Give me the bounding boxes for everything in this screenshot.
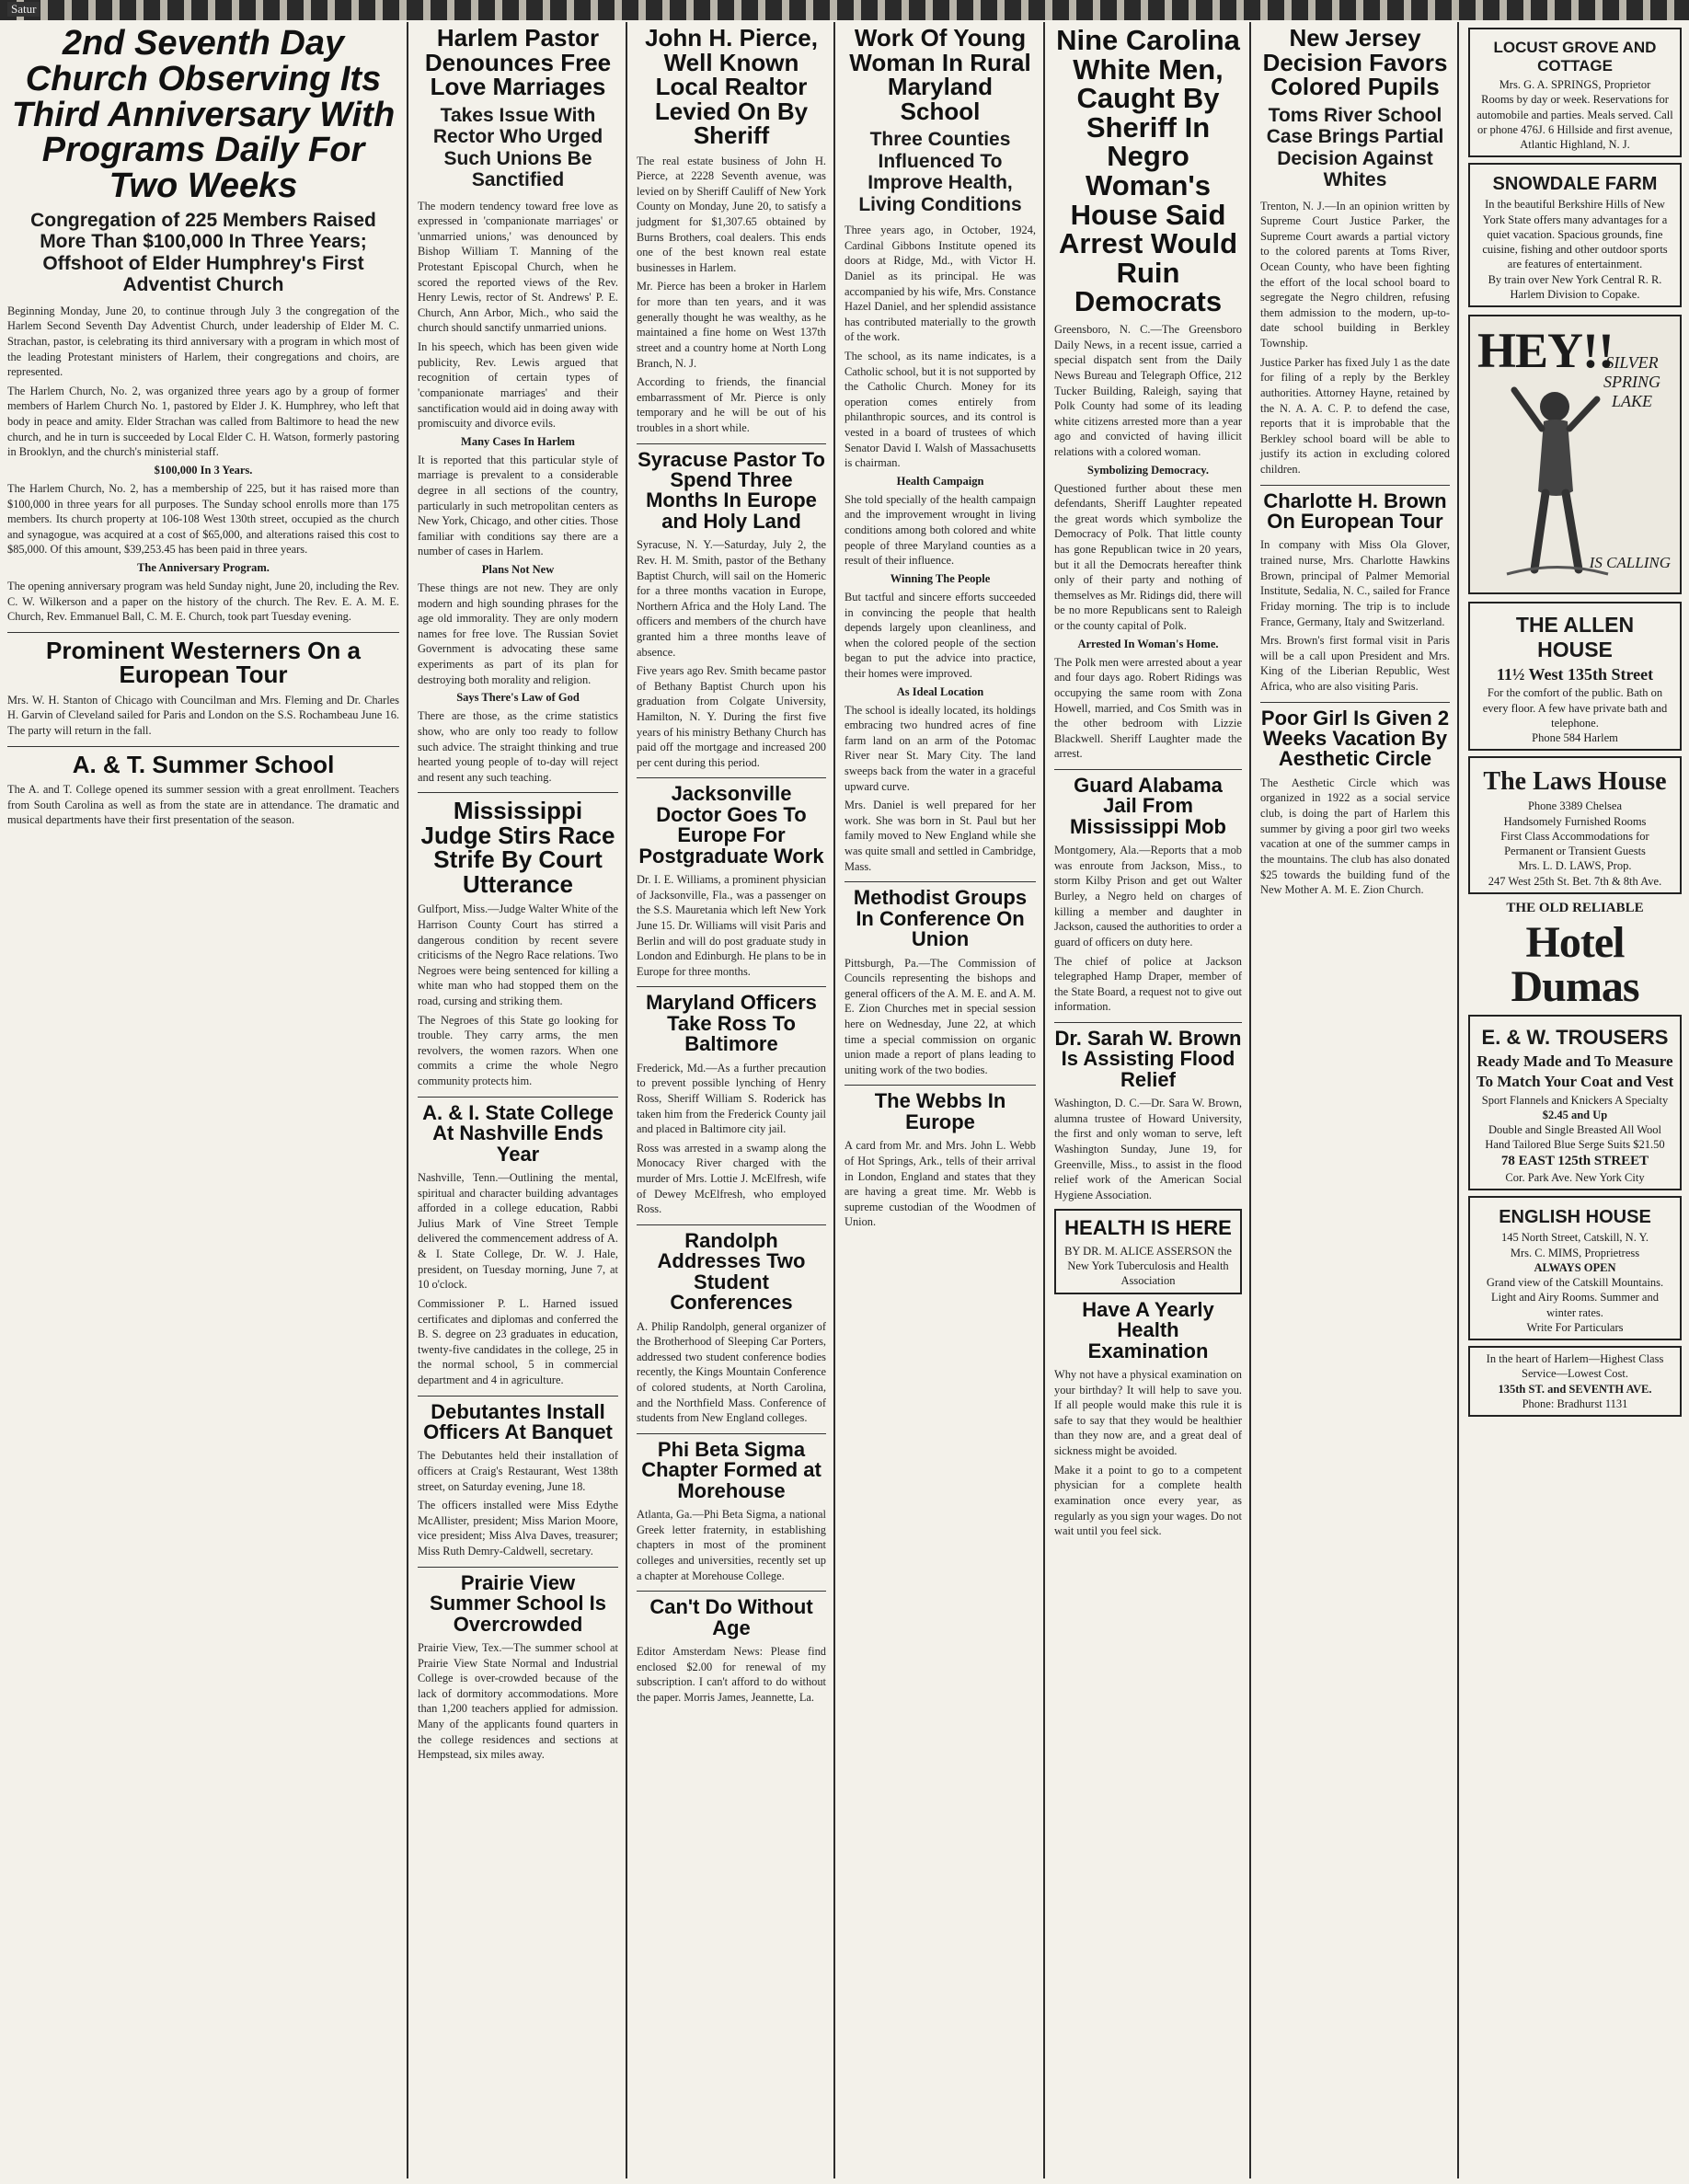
headline: HEALTH IS HERE bbox=[1064, 1215, 1232, 1239]
masthead-strip bbox=[0, 0, 1689, 20]
divider bbox=[637, 777, 826, 778]
paragraph: Justice Parker has fixed July 1 as the date for filing of a reply by the Berkley authorities. Attorney Hayne, retained by the N. A. A. C. P. to defend the case, reports that it is improbable that the Berkley school board will be able to justify its action in excluding colored children. bbox=[1260, 355, 1450, 476]
ad-line: 247 West 25th St. Bet. 7th & 8th Ave. bbox=[1488, 874, 1662, 888]
ad-line: SILVER SPRING LAKE bbox=[1603, 353, 1660, 410]
ad-line: 145 North Street, Catskill, N. Y. bbox=[1500, 1231, 1649, 1245]
ad-line: Phone 584 Harlem bbox=[1532, 731, 1618, 745]
divider bbox=[418, 1567, 618, 1568]
divider bbox=[1054, 769, 1242, 770]
deck: Toms River School Case Brings Partial Decision Against Whites bbox=[1266, 104, 1444, 191]
ad-line: ALWAYS OPEN bbox=[1534, 1260, 1616, 1274]
divider bbox=[7, 632, 399, 633]
ad-laws-house bbox=[1468, 756, 1682, 894]
subhead: Health Campaign bbox=[896, 474, 984, 488]
paragraph: The Debutantes held their installation of officers at Craig's Restaurant, West 138th street, on Saturday evening, June 18. bbox=[418, 1449, 618, 1493]
headline: Work Of Young Woman In Rural Maryland School bbox=[849, 24, 1031, 125]
paragraph: The A. and T. College opened its summer session with a great enrollment. Teachers from South Carolina as well as from the state are in attendance. The dramatic and musical departments have their first presentation of the season. bbox=[7, 783, 399, 827]
paragraph: Questioned further about these men defendants, Sheriff Laughter repeated the great words which symbolize the Democracy of Polk. That little county has gone Republican twice in 20 years, but it all the Democrats hereafter think only of their party and nothing of themselves as Mr. Ridings did, there will be no more Republicans sent to Raleigh or the county capital of Polk. bbox=[1054, 481, 1242, 633]
headline: Phi Beta Sigma Chapter Formed at Morehouse bbox=[641, 1437, 822, 1502]
paragraph: Commissioner P. L. Harned issued certificates and diplomas and conferred the B. S. degree on 23 graduates in education, twenty-five candidates in the college, 25 in the normal school, 5 in commercial department and 4 in agriculture. bbox=[418, 1296, 618, 1386]
ad-line: In the heart of Harlem—Highest Class Service—Lowest Cost. bbox=[1486, 1352, 1664, 1381]
column-6 bbox=[1253, 22, 1457, 2178]
byline: BY DR. M. ALICE ASSERSON the New York Tuberculosis and Health Association bbox=[1064, 1244, 1232, 1288]
ad-line: Sport Flannels and Knickers A Specialty bbox=[1481, 1093, 1669, 1107]
column-5 bbox=[1047, 22, 1249, 2178]
divider bbox=[637, 1224, 826, 1225]
column-rule bbox=[626, 22, 627, 2178]
headline: Can't Do Without Age bbox=[649, 1595, 813, 1639]
subhead: $100,000 In 3 Years. bbox=[154, 463, 253, 477]
ad-line: Phone: Bradhurst 1131 bbox=[1522, 1397, 1628, 1410]
divider bbox=[844, 881, 1036, 882]
headline: Dr. Sarah W. Brown Is Assisting Flood Relief bbox=[1054, 1026, 1242, 1091]
paragraph: The officers installed were Miss Edythe McAllister, president; Miss Marion Moore, vice president; Miss Alva Daves, treasurer; Miss Ruth Demry-Caldwell, secretary. bbox=[418, 1499, 618, 1558]
headline: Nine Carolina White Men, Caught By Sheriff In Negro Woman's House Said Arrest Would Ruin Democrats bbox=[1056, 24, 1240, 318]
deck: Three Counties Influenced To Improve Health, Living Conditions bbox=[858, 129, 1022, 215]
ad-line: Mrs. L. D. LAWS, Prop. bbox=[1518, 859, 1632, 873]
paragraph: Prairie View, Tex.—The summer school at Prairie View State Normal and Industrial College is over-crowded because of the lack of dormitory accommodations. More than 1,200 teachers applied for admission. Many of the applicants found quarters in the college residences and sections at Hempstead, six miles away. bbox=[418, 1641, 618, 1762]
divider bbox=[844, 1085, 1036, 1086]
ad-line: By train over New York Central R. R. Harlem Division to Copake. bbox=[1488, 272, 1662, 301]
paragraph: Three years ago, in October, 1924, Cardinal Gibbons Institute opened its doors at Ridge, Md., with Victor H. Daniel as its principal. He was accompanied by his wife, Mrs. Constance Hazel Daniel, and her splendid assistance has contributed materially to the growth of the work. bbox=[844, 224, 1036, 344]
ad-line: Rooms by day or week. Reservations for automobile and parties. Meals served. Call or phone 476J. 6 Hillside and first avenue, Atlantic Highland, N. J. bbox=[1476, 93, 1673, 151]
ad-title: HEY!! bbox=[1477, 323, 1614, 378]
column-rule bbox=[1043, 22, 1045, 2178]
ad-snowdale-farm bbox=[1468, 163, 1682, 307]
paragraph: Beginning Monday, June 20, to continue through July 3 the congregation of the Harlem Second Seventh Day Adventist Church, under leadership of Elder M. C. Strachan, pastor, is celebrating its third anniversary with a program in which most of the leading Protestant ministers of Harlem, their congregations and choirs, are represented. bbox=[7, 304, 399, 379]
paragraph: The school, as its name indicates, is a Catholic school, but it is not supported by the Catholic Church. Money for its operation comes entirely from philanthropic sources, and its control is vested in a board of trustees of which Senator David I. Walsh of Massachusetts is chairman. bbox=[844, 350, 1036, 470]
headline: Jacksonville Doctor Goes To Europe For Postgraduate Work bbox=[638, 782, 824, 868]
paragraph: Montgomery, Ala.—Reports that a mob was enroute from Jackson, Miss., to storm Kilby Prison and get out Walter Burley, a Negro held on charges of killing a member and daughter in Jackson, caused the authorities to order a guard of officers on duty here. bbox=[1054, 844, 1242, 948]
headline: John H. Pierce, Well Known Local Realtor Levied On By Sheriff bbox=[645, 24, 818, 150]
ad-title: LOCUST GROVE AND COTTAGE bbox=[1493, 39, 1657, 75]
masthead-label: Satur bbox=[7, 2, 40, 17]
paragraph: Greensboro, N. C.—The Greensboro Daily News, in a recent issue, carried a special dispatch sent from the Daily News Bureau and Telegraph Office, 212 Tucker Building, Raleigh, saying that Polk County had some of its leading white citizens arrested more than a year ago and convicted of having illicit relations with a colored woman. bbox=[1054, 323, 1242, 458]
paragraph: She told specially of the health campaign and the improvement wrought in living conditions among both colored and white people of three Maryland counties as a result of their influence. bbox=[844, 492, 1036, 568]
divider bbox=[637, 443, 826, 444]
ad-subtitle: 11½ West 135th Street bbox=[1496, 665, 1654, 684]
headline: Harlem Pastor Denounces Free Love Marriages bbox=[424, 24, 612, 101]
paragraph: The modern tendency toward free love as expressed in 'companionate marriages' or 'unmarried unions,' was denounced by Bishop William T. Manning of the Protestant Episcopal Church, when he scored the reported views of the Rev. Henry Lewis, rector of St. Andrews' P. E. Church, Ann Arbor, Mich., who said the church should sanctify unmarried unions. bbox=[418, 199, 618, 335]
ad-silver-spring-lake bbox=[1468, 315, 1682, 594]
ad-title: SNOWDALE FARM bbox=[1492, 174, 1658, 195]
paragraph: Mr. Pierce has been a broker in Harlem for more than ten years, and it was generally thought he was wealthy, as he maintained a fine home on West 137th street and a country home at North Long Branch, N. J. bbox=[637, 280, 826, 370]
paragraph: Ross was arrested in a swamp along the Monocacy River charged with the murder of Mrs. Lottie J. McElfresh, wife of Dewey McElfresh, who employed Ross. bbox=[637, 1141, 826, 1216]
paragraph: The Harlem Church, No. 2, has a membership of 225, but it has raised more than $100,000 in three years for all purposes. The Sunday school enrolls more than 175 members. Its church property at 106-108 West 130th street, occupied as the church and synagogue, was acquired at a cost of $65,000, and alterations raised this cost to $85,000. Of this amount, $39,253.45 has been paid in three years. bbox=[7, 481, 399, 557]
paragraph: But tactful and sincere efforts succeeded in convincing the people that health depends largely upon cleanliness, and when the colored people of the section began to put the advice into practice, their homes were improved. bbox=[844, 590, 1036, 680]
paragraph: The Aesthetic Circle which was organized in 1922 as a social service club, is doing the part of Harlem this summer by giving a poor girl two weeks vacation at one of the summer camps in the mountains. The club has also donated $25 towards the building fund of the New Mother A. M. E. Zion Church. bbox=[1260, 776, 1450, 897]
ad-harlem-service bbox=[1468, 1346, 1682, 1417]
ad-line: Write For Particulars bbox=[1526, 1320, 1624, 1334]
paragraph: A card from Mr. and Mrs. John L. Webb of Hot Springs, Ark., tells of their arrival in London, England and states that they are having a great time. Mr. Webb is supreme custodian of the Woodmen of Union. bbox=[844, 1139, 1036, 1229]
ad-title: The Laws House bbox=[1483, 767, 1667, 797]
divider bbox=[637, 986, 826, 987]
subhead: The Anniversary Program. bbox=[137, 560, 270, 574]
paragraph: Five years ago Rev. Smith became pastor of Bethany Baptist Church upon his graduation from Colgate University, Hamilton, N. Y. During the first five years of his ministry Bethany Church has paid off the mortgage and increased 200 per cent during this period. bbox=[637, 664, 826, 769]
paragraph: Pittsburgh, Pa.—The Commission of Councils representing the bishops and general officers of the A. M. E. and A. M. E. Zion Churches met in special session here on Wednesday, June 22, at which time a special commission on organic union made a report of plans leading to uniting work of the two bodies. bbox=[844, 956, 1036, 1076]
headline: Guard Alabama Jail From Mississippi Mob bbox=[1070, 773, 1226, 838]
ad-line: First Class Accommodations for Permanent or Transient Guests bbox=[1500, 829, 1649, 858]
paragraph: The chief of police at Jackson telegraphed Hamp Draper, member of the State Board, a request not to give out information. bbox=[1054, 954, 1242, 1014]
paragraph: Frederick, Md.—As a further precaution to prevent possible lynching of Henry Ross, Sheriff William S. Roderick has taken him from the Frederick County jail and placed in Baltimore city jail. bbox=[637, 1061, 826, 1136]
ad-ew-trousers bbox=[1468, 1015, 1682, 1190]
ad-line: Cor. Park Ave. New York City bbox=[1505, 1171, 1645, 1185]
subhead: Winning The People bbox=[890, 571, 991, 585]
paragraph: The Harlem Church, No. 2, was organized three years ago by a group of former members of Harlem Church No. 1, pastored by Elder J. K. Humphrey, who left that body in peace and amity. Elder Strachan was called from Baltimore to head the new church, and he in turn is succeeded by Local Elder C. H. Watson, formerly pastoring in Brooklyn, and the church's ministerial staff. bbox=[7, 384, 399, 459]
subhead: Many Cases In Harlem bbox=[461, 434, 575, 448]
column-rule bbox=[407, 22, 408, 2178]
divider bbox=[1260, 485, 1450, 486]
paragraph: Trenton, N. J.—In an opinion written by Supreme Court Justice Parker, the Supreme Court awards a partial victory to the colored parents at Toms River, Ocean County, who have been fighting the effort of the local school board to segregate the Negro children, refusing them admission to the modern, up-to-date school building in Berkley Township. bbox=[1260, 199, 1450, 351]
paragraph: In his speech, which has been given wide publicity, Rev. Lewis argued that recognition of certain types of 'companionate marriages' and their sanctification would aid in doing away with promiscuity and divorce evils. bbox=[418, 340, 618, 431]
headline: Randolph Addresses Two Student Conferences bbox=[657, 1228, 806, 1315]
headline: Poor Girl Is Given 2 Weeks Vacation By Aesthetic Circle bbox=[1260, 706, 1450, 771]
paragraph: According to friends, the financial embarrassment of Mr. Pierce is only temporary and he will be out of his troubles in a short while. bbox=[637, 375, 826, 434]
headline: Mississippi Judge Stirs Race Strife By Court Utterance bbox=[420, 797, 615, 898]
subhead: As Ideal Location bbox=[896, 684, 984, 698]
ad-title: E. & W. TROUSERS bbox=[1481, 1026, 1669, 1050]
column-rule bbox=[1249, 22, 1251, 2178]
ad-title: THE OLD RELIABLE bbox=[1506, 900, 1644, 915]
bather-illustration bbox=[1498, 381, 1617, 583]
column-3 bbox=[629, 22, 833, 2178]
ad-line: In the beautiful Berkshire Hills of New York State offers many advantages for a quiet vacation. Spacious grounds, fine cuisine, fishing and other outdoor sports are features of entertainment. bbox=[1482, 198, 1668, 271]
paragraph: Editor Amsterdam News: Please find enclosed $2.00 for renewal of my subscription. I can't afford to do without the paper. Morris James, Jeannette, La. bbox=[637, 1645, 826, 1704]
paragraph: Atlanta, Ga.—Phi Beta Sigma, a national Greek letter fraternity, in establishing chapters in most of the prominent colleges and universities, recently set up a chapter at Morehouse College. bbox=[637, 1508, 826, 1582]
divider bbox=[7, 746, 399, 747]
paragraph: A. Philip Randolph, general organizer of the Brotherhood of Sleeping Car Porters, addressed two student conference bodies recently, the Kings Mountain Conference of colored students, at North Carolina, and the Northfield Mass. Conference of students from New England colleges. bbox=[637, 1319, 826, 1425]
divider bbox=[418, 792, 618, 793]
ad-hotel-dumas bbox=[1468, 900, 1682, 1010]
paragraph: Make it a point to go to a competent physician for a complete health examination once every year, as regularly as you sign your wages. Do not wait until you feel sick. bbox=[1054, 1463, 1242, 1538]
ad-title: ENGLISH HOUSE bbox=[1499, 1207, 1651, 1228]
ad-big-name: Hotel Dumas bbox=[1511, 918, 1639, 1012]
ad-locust-grove bbox=[1468, 28, 1682, 157]
paragraph: These things are not new. They are only modern and high sounding phrases for the age old immorality. They are only modern names for free love. The Russian Soviet Government is advocating these same experiments as part of its plan for destroying both morality and religion. bbox=[418, 581, 618, 686]
ad-line: Mrs. G. A. SPRINGS, Proprietor bbox=[1499, 78, 1651, 91]
ad-title: THE ALLEN HOUSE bbox=[1515, 613, 1635, 661]
ad-line: Grand view of the Catskill Mountains. Light and Airy Rooms. Summer and winter rates. bbox=[1486, 1276, 1664, 1319]
ad-line: IS CALLING bbox=[1589, 554, 1671, 571]
paragraph: The Negroes of this State go looking for trouble. They carry arms, the men revolvers, the women razors. When one commits a crime the whole Negro community protects him. bbox=[418, 1013, 618, 1088]
headline: Charlotte H. Brown On European Tour bbox=[1263, 489, 1447, 534]
subhead: Says There's Law of God bbox=[456, 691, 580, 705]
ad-line: For the comfort of the public. Bath on every floor. A few have private bath and telephone. bbox=[1482, 686, 1668, 730]
headline: Syracuse Pastor To Spend Three Months In Europe and Holy Land bbox=[638, 447, 825, 533]
paragraph: Syracuse, N. Y.—Saturday, July 2, the Rev. H. M. Smith, pastor of the Bethany Baptist Church, will sail on the Homeric for a three months vacation in Europe, Northern Africa and the Holy Land. The officers and members of the church have granted him a three months leave of absence. bbox=[637, 538, 826, 659]
ad-line: 78 EAST 125th STREET bbox=[1500, 1153, 1649, 1168]
divider bbox=[637, 1591, 826, 1592]
paragraph: The opening anniversary program was held Sunday night, June 20, including the Rev. C. W. Wilkerson and a paper on the history of the church. The Rev. E. A. M. E. Church, Rev. Emmanuel Ball, C. M. E. Church, took part Tuesday evening. bbox=[7, 579, 399, 624]
ad-line: Phone 3389 Chelsea bbox=[1527, 799, 1623, 813]
headline: Maryland Officers Take Ross To Baltimore bbox=[646, 991, 817, 1056]
paragraph: Mrs. Brown's first formal visit in Paris will be a call upon President and Mrs. King of the Liberian Republic, West Africa, who are also visiting Paris. bbox=[1260, 634, 1450, 693]
headline: Prairie View Summer School Is Overcrowded bbox=[430, 1570, 606, 1636]
subhead: Plans Not New bbox=[481, 563, 555, 577]
headline: Debutantes Install Officers At Banquet bbox=[423, 1399, 613, 1443]
paragraph: Nashville, Tenn.—Outlining the mental, spiritual and character building advantages afforded in a college education, Rabbi Julius Mark of Vine Street Temple delivered the commencement address of A. & I. State College, Dr. W. J. Hale, president, on Tuesday morning, June 7, at 10 o'clock. bbox=[418, 1171, 618, 1292]
paragraph: The real estate business of John H. Pierce, at 2228 Seventh avenue, was levied on by Sheriff Cauliff of New York County on Monday, June 20, to satisfy a judgment for $1,307.65 obtained by Burns Brothers, coal dealers. This ends one of the best known real estate businesses in Harlem. bbox=[637, 154, 826, 274]
paragraph: There are those, as the crime statistics show, who are only too ready to follow such advice. The straight thinking and true hearted young people of to-day will reject and resent any such teaching. bbox=[418, 709, 618, 784]
paragraph: Washington, D. C.—Dr. Sara W. Brown, alumna trustee of Howard University, the first and only woman to serve, left Washington Sunday, June 19, for Greenville, Miss., to assist in the flood relief work of the American Social Hygiene Association. bbox=[1054, 1097, 1242, 1201]
column-4 bbox=[837, 22, 1043, 2178]
divider bbox=[637, 1433, 826, 1434]
subhead: Arrested In Woman's Home. bbox=[1077, 637, 1219, 650]
paragraph: Gulfport, Miss.—Judge Walter White of the Harrison County Court has stirred a dangerous condition by recent severe criticisms of the Negro Race relations. Two Negroes were being sentenced for killing a white man who had stopped them on the road, cursing and striking them. bbox=[418, 902, 618, 1008]
column-1 bbox=[0, 22, 407, 2178]
deck: Takes Issue With Rector Who Urged Such Unions Be Sanctified bbox=[432, 104, 603, 191]
paragraph: It is reported that this particular style of marriage is prevalent to a considerable degree in all sections of the country, particularly in such metropolitan centers as New York, Chicago, and other cities. Those familiar with conditions say there are a number of cases in Harlem. bbox=[418, 453, 618, 558]
paragraph: The Polk men were arrested about a year and four days ago. Robert Ridings was occupying the same room with Zona Howell, married, and Cos Smith was in the other bedroom with Lizzie Blackwell. Sheriff Laughter made the arrest. bbox=[1054, 655, 1242, 761]
paragraph: Why not have a physical examination on your birthday? It will help to save you. If all people would make this rule it is safe to say that they would be healthier than they now are, and a great deal of sickness might be avoided. bbox=[1054, 1368, 1242, 1458]
ad-line: $2.45 and Up bbox=[1542, 1108, 1608, 1121]
paragraph: Mrs. Daniel is well prepared for her work. She was born in St. Paul but her family moved to New England while she was quite small and settled in Cambridge, Mass. bbox=[844, 799, 1036, 873]
ad-line: Handsomely Furnished Rooms bbox=[1503, 814, 1647, 828]
divider bbox=[1260, 702, 1450, 703]
deck: Congregation of 225 Members Raised More Than $100,000 In Three Years; Offshoot of Elder Humphrey's First Adventist Church bbox=[30, 209, 376, 296]
ad-subtitle: Ready Made and To Measure To Match Your Coat and Vest bbox=[1476, 1052, 1674, 1091]
ad-line: Double and Single Breasted All Wool Hand Tailored Blue Serge Suits $21.50 bbox=[1485, 1123, 1665, 1152]
ad-english-house bbox=[1468, 1196, 1682, 1340]
headline: Have A Yearly Health Examination bbox=[1082, 1297, 1214, 1362]
divider bbox=[418, 1396, 618, 1397]
headline: New Jersey Decision Favors Colored Pupils bbox=[1262, 24, 1448, 101]
ad-line: Mrs. C. MIMS, Proprietress bbox=[1510, 1246, 1640, 1259]
paragraph: Dr. I. E. Williams, a prominent physician of Jacksonville, Fla., was a passenger on the S.S. Mauretania which left New York June 15. Dr. Williams will visit Paris and Berlin and will do post graduate study in London and Edinburgh. He plans to be in Europe for three months. bbox=[637, 873, 826, 978]
subhead: Symbolizing Democracy. bbox=[1087, 463, 1209, 477]
headline: Prominent Westerners On a European Tour bbox=[46, 636, 361, 689]
column-rule bbox=[1457, 22, 1459, 2178]
headline: Methodist Groups In Conference On Union bbox=[853, 886, 1028, 951]
headline: A. & I. State College At Nashville Ends Year bbox=[422, 1100, 614, 1166]
column-7-ads bbox=[1461, 22, 1689, 2178]
divider bbox=[418, 1097, 618, 1098]
headline: 2nd Seventh Day Church Observing Its Third Anniversary With Programs Daily For Two Weeks bbox=[11, 24, 396, 205]
headline: The Webbs In Europe bbox=[874, 1089, 1006, 1133]
paragraph: The school is ideally located, its holdings embracing two hundred acres of fine farm land on an arm of the Potomac River near St. Mary City. The land sweeps back from the water in a graceful upward curve. bbox=[844, 703, 1036, 793]
ad-line: 135th ST. and SEVENTH AVE. bbox=[1498, 1382, 1652, 1396]
divider bbox=[1054, 1022, 1242, 1023]
health-box bbox=[1054, 1209, 1242, 1294]
ad-allen-house bbox=[1468, 602, 1682, 751]
column-rule bbox=[833, 22, 835, 2178]
column-2 bbox=[410, 22, 626, 2178]
paragraph: In company with Miss Ola Glover, trained nurse, Mrs. Charlotte Hawkins Brown, principal of Palmer Memorial Institute, Sedalia, N. C., sailed for France Friday morning. The trip is to include France, Germany, Italy and Switzerland. bbox=[1260, 538, 1450, 628]
headline: A. & T. Summer School bbox=[72, 750, 335, 778]
paragraph: Mrs. W. H. Stanton of Chicago with Councilman and Mrs. Fleming and Dr. Charles H. Garvin of Cleveland sailed for Paris and London on the S.S. Rochambeau June 16. The party will return in the fall. bbox=[7, 693, 399, 738]
